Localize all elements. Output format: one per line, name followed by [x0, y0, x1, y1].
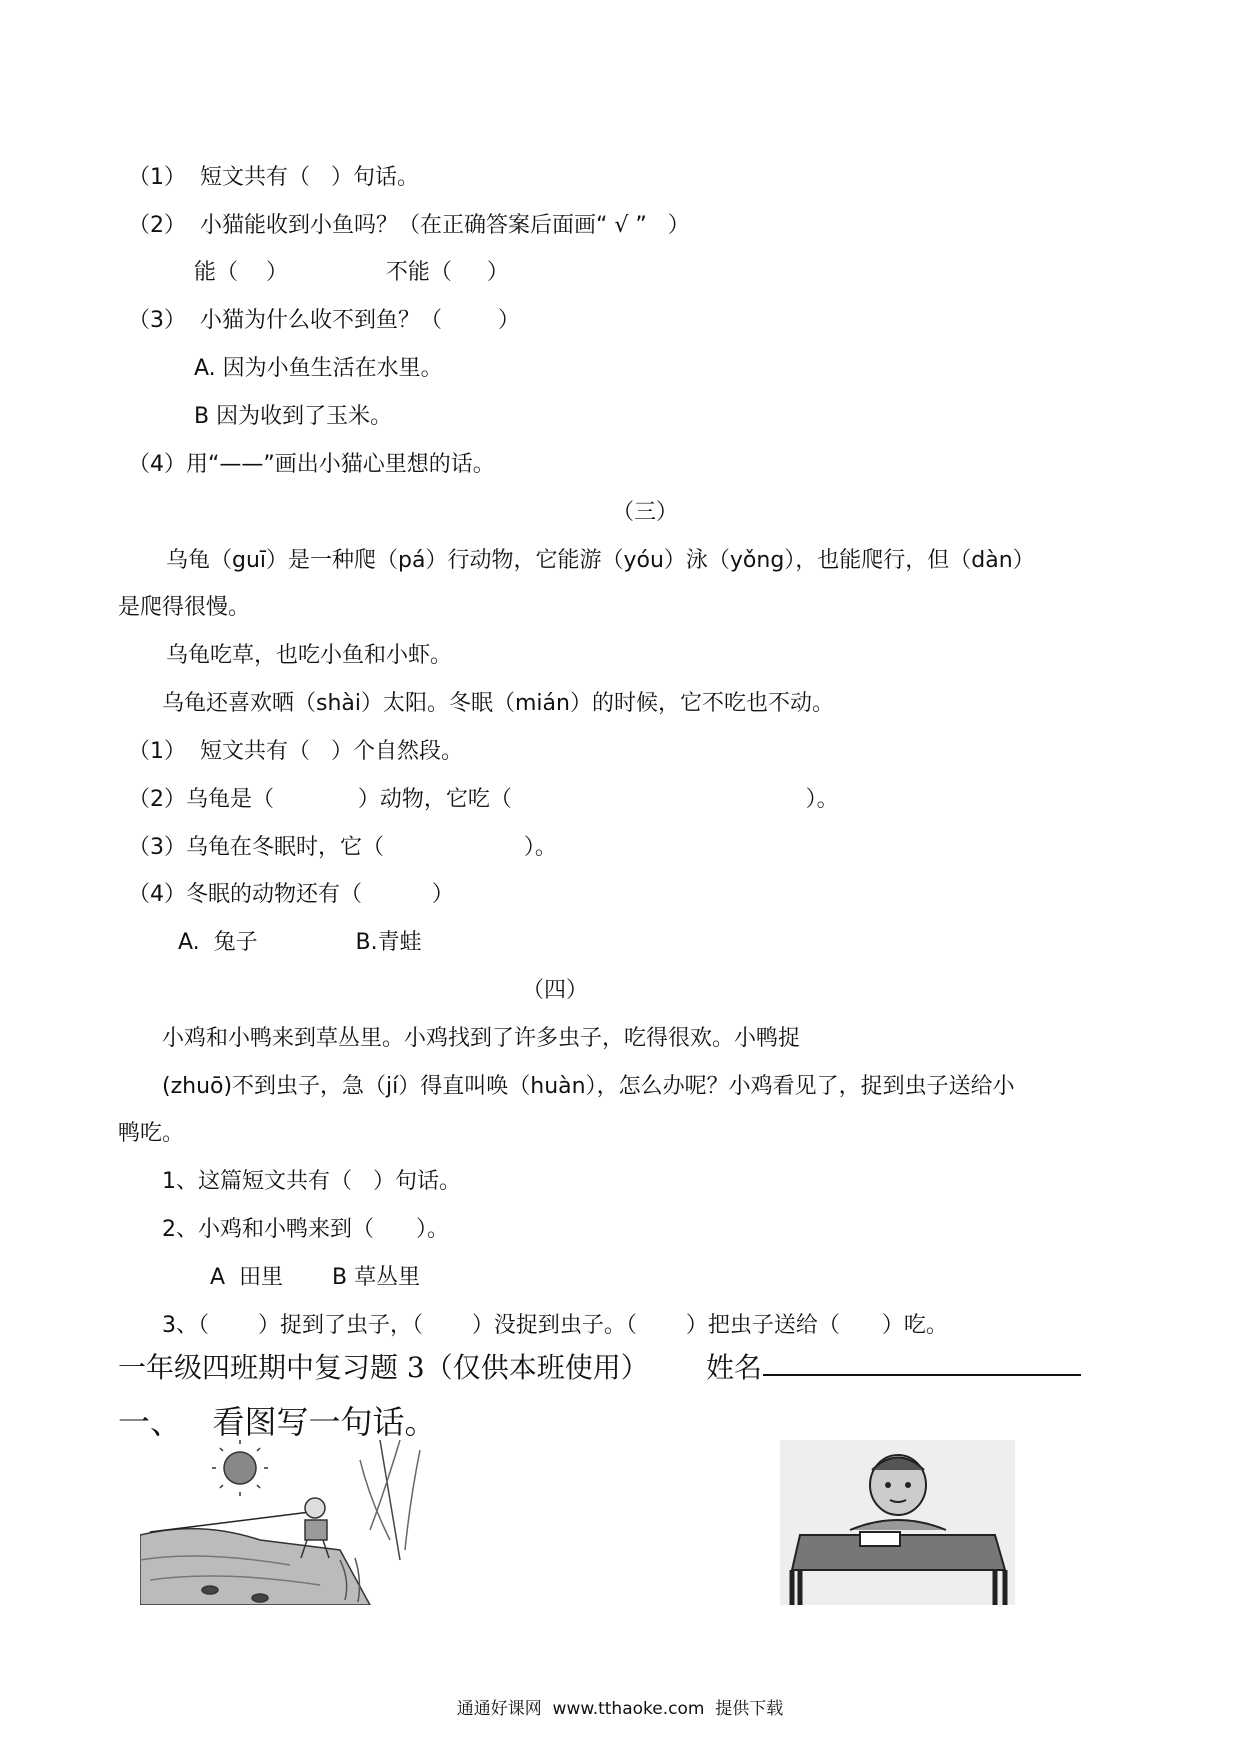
section-3-paragraph-3: 乌龟还喜欢晒（shài）太阳。冬眠（mián）的时候，它不吃也不动。	[162, 691, 834, 716]
name-label: 姓名	[706, 1351, 763, 1384]
section-3-paragraph-1-line-1: 乌龟（guī）是一种爬（pá）行动物，它能游（yóu）泳（yǒng），也能爬行，但（dàn）	[166, 548, 1035, 573]
section-4-paragraph-line-1: 小鸡和小鸭来到草丛里。小鸡找到了许多虫子，吃得很欢。小鸭捉	[162, 1026, 801, 1051]
question-3-4: （4）冬眠的动物还有（ ）	[128, 882, 454, 907]
question-2-3-option-a: A. 因为小鱼生活在水里。	[194, 356, 443, 381]
section-4-heading: （四）	[522, 978, 589, 1003]
boy-wiping-table-picture	[780, 1440, 1015, 1605]
question-2-3-option-b: B 因为收到了玉米。	[194, 404, 393, 429]
question-4-2: 2、小鸡和小鸭来到（ ）。	[162, 1217, 449, 1242]
question-2-4: （4）用“——”画出小猫心里想的话。	[128, 452, 495, 477]
question-2-3: （3） 小猫为什么收不到鱼？（ ）	[128, 308, 520, 333]
part-1-heading: 一、 看图写一句话。	[118, 1403, 437, 1441]
question-3-1: （1） 短文共有（ ）个自然段。	[128, 739, 463, 764]
section-4-paragraph-line-2: (zhuō)不到虫子，急（jí）得直叫唤（huàn），怎么办呢？小鸡看见了，捉到虫子送给小	[162, 1074, 1015, 1099]
question-2-1: （1） 短文共有（ ）句话。	[128, 165, 419, 190]
question-2-2: （2） 小猫能收到小鱼吗？（在正确答案后面画“ √ ” ）	[128, 213, 690, 238]
section-4-paragraph-line-3: 鸭吃。	[118, 1121, 185, 1146]
section-3-heading: （三）	[612, 500, 679, 525]
question-4-3: 3、（ ）捉到了虫子，（ ）没捉到虫子。（ ）把虫子送给（ ）吃。	[162, 1313, 948, 1338]
question-3-3: （3）乌龟在冬眠时，它（ ）。	[128, 835, 557, 860]
question-3-2: （2）乌龟是（ ）动物，它吃（ ）。	[128, 787, 839, 812]
boy-fishing-picture	[140, 1440, 450, 1605]
question-4-2-options: A 田里 B 草丛里	[210, 1265, 421, 1290]
question-2-2-options: 能（ ） 不能（ ）	[194, 260, 509, 285]
footer-source: 通通好课网 www.tthaoke.com 提供下载	[456, 1699, 784, 1719]
name-blank-line	[763, 1374, 1081, 1376]
section-3-paragraph-2: 乌龟吃草，也吃小鱼和小虾。	[166, 643, 453, 668]
question-4-1: 1、这篇短文共有（ ）句话。	[162, 1169, 461, 1194]
section-3-paragraph-1-line-2: 是爬得很慢。	[118, 595, 251, 620]
worksheet-title: 一年级四班期中复习题 3（仅供本班使用）	[118, 1351, 649, 1384]
question-3-4-options: A. 兔子 B.青蛙	[178, 930, 422, 955]
